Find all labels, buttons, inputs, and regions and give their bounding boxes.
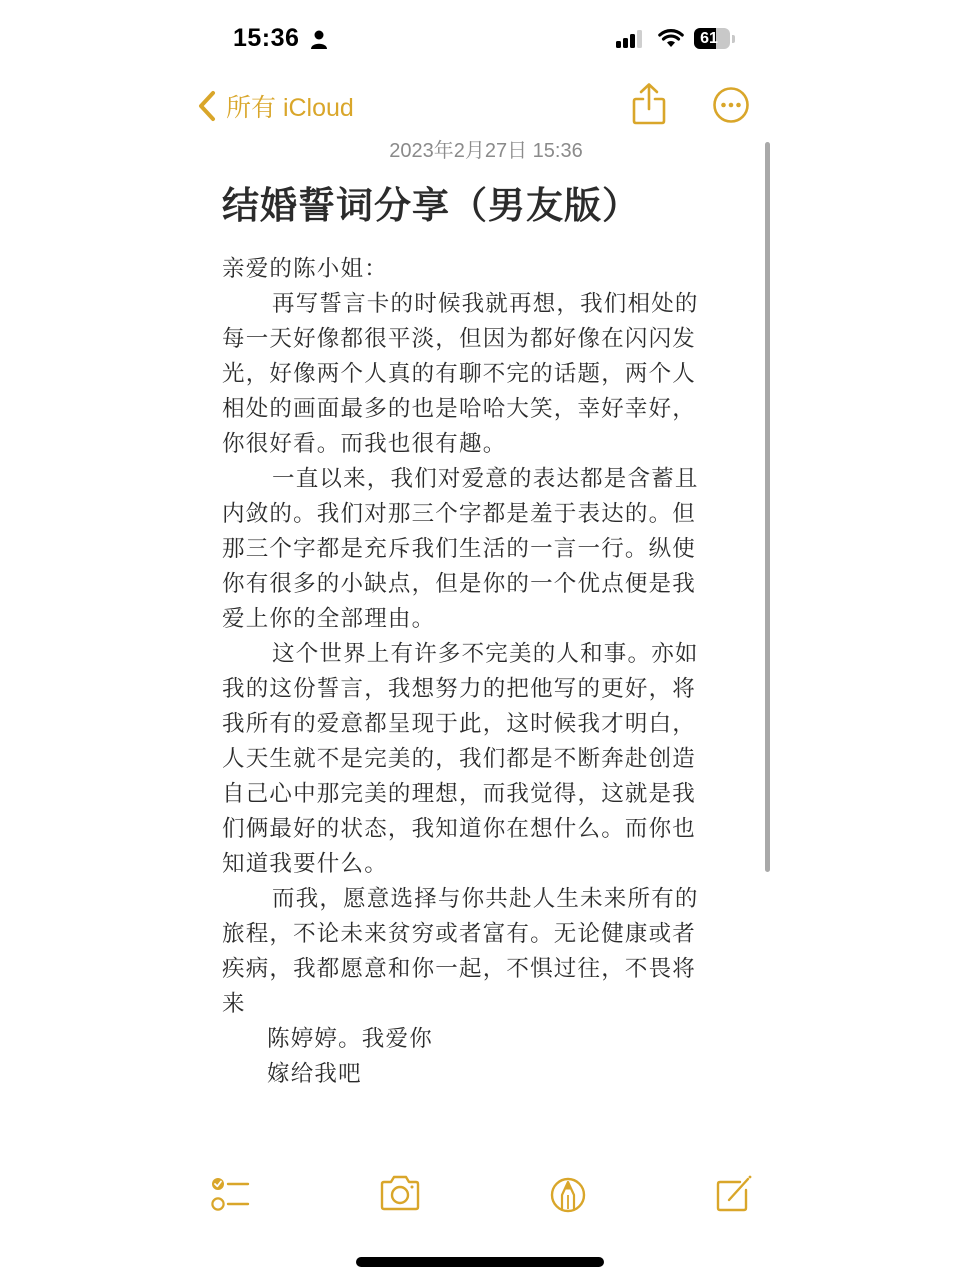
note-line: 自己心中那完美的理想，而我觉得，这就是我 [222,781,697,807]
chevron-left-icon [196,90,218,122]
note-line: 我所有的爱意都呈现于此，这时候我才明白， [222,711,697,737]
status-time: 15:36 [233,24,300,52]
note-title[interactable]: 结婚誓词分享（男友版） [222,184,640,227]
home-indicator[interactable] [356,1257,604,1267]
note-line: 知道我要什么。 [222,851,388,877]
bottom-toolbar [0,1170,960,1222]
note-content[interactable] [222,136,732,1092]
note-line: 一直以来，我们对爱意的表达都是含蓄且 [272,466,699,492]
person-icon [310,30,328,50]
wifi-icon [658,28,684,48]
markup-pen-icon[interactable] [546,1170,590,1218]
battery-level: 61 [700,30,718,47]
note-line: 而我，愿意选择与你共赴人生未来所有的 [272,886,699,912]
note-line: 每一天好像都很平淡，但因为都好像在闪闪发 [222,326,697,352]
note-line: 们俩最好的状态，我知道你在想什么。而你也 [222,816,697,842]
ellipsis-circle-icon[interactable] [712,86,750,124]
compose-icon[interactable] [712,1170,756,1218]
note-line-salutation: 亲爱的陈小姐： [222,256,388,282]
note-line: 来 [222,991,246,1017]
back-button[interactable] [196,88,354,124]
note-line: 疾病，我都愿意和你一起，不惧过往，不畏将 [222,956,697,982]
note-line-signature: 陈婷婷。我爱你 [267,1026,433,1052]
share-icon[interactable] [630,82,668,126]
note-line: 相处的画面最多的也是哈哈大笑，幸好幸好， [222,396,697,422]
navigation-bar [0,80,960,132]
note-line: 内敛的。我们对那三个字都是羞于表达的。但 [222,501,697,527]
note-line: 爱上你的全部理由。 [222,606,436,632]
vertical-scrollbar[interactable] [765,142,770,872]
note-line: 人天生就不是完美的，我们都是不断奔赴创造 [222,746,697,772]
note-line: 光，好像两个人真的有聊不完的话题，两个人 [222,361,697,387]
cellular-signal-icon [616,30,646,48]
status-bar [0,0,960,80]
checklist-icon[interactable] [208,1170,252,1218]
note-line: 旅程，不论未来贫穷或者富有。无论健康或者 [222,921,697,947]
back-label: 所有 iCloud [226,94,354,122]
note-body[interactable] [222,252,732,1092]
note-line: 这个世界上有许多不完美的人和事。亦如 [272,641,699,667]
note-line: 再写誓言卡的时候我就再想，我们相处的 [272,291,699,317]
battery-icon [694,28,736,50]
note-line: 你很好看。而我也很有趣。 [222,431,507,457]
note-date: 2023年2月27日 15:36 [389,140,583,162]
note-line: 我的这份誓言，我想努力的把他写的更好，将 [222,676,697,702]
note-line-signature: 嫁给我吧 [267,1061,362,1087]
camera-icon[interactable] [378,1170,422,1218]
note-line: 你有很多的小缺点，但是你的一个优点便是我 [222,571,697,597]
note-line: 那三个字都是充斥我们生活的一言一行。纵使 [222,536,697,562]
